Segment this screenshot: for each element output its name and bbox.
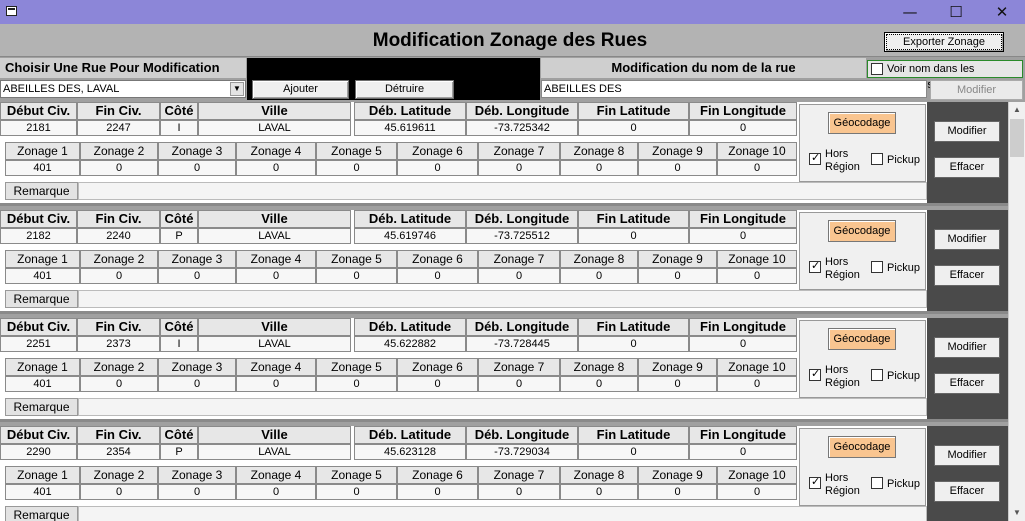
- hors-region-label-2: Région: [825, 161, 860, 173]
- header-cote: Côté: [160, 426, 198, 444]
- action-panel: [927, 102, 1008, 206]
- zone-value-5[interactable]: 0: [316, 268, 397, 284]
- hors-region-label-1: Hors: [825, 472, 849, 484]
- zone-value-6[interactable]: 0: [397, 160, 478, 176]
- zone-header-5: Zonage 5: [316, 250, 397, 268]
- choose-street-header: Choisir Une Rue Pour Modification: [0, 58, 246, 78]
- hors-region-checkbox[interactable]: [809, 369, 821, 381]
- clear-record-button[interactable]: Effacer: [934, 373, 1000, 394]
- zone-value-9[interactable]: 0: [638, 376, 717, 392]
- zone-header-2: Zonage 2: [80, 358, 158, 376]
- header-deb-lon: Déb. Longitude: [466, 210, 578, 228]
- header-fin: Fin Civ.: [77, 210, 160, 228]
- modify-record-button[interactable]: Modifier: [934, 445, 1000, 466]
- delete-button[interactable]: Détruire: [355, 80, 454, 99]
- export-zonage-label: Exporter Zonage: [886, 34, 1002, 50]
- zone-value-10[interactable]: 0: [717, 376, 797, 392]
- zone-value-3[interactable]: 0: [158, 484, 236, 500]
- minimize-button[interactable]: —: [902, 3, 918, 21]
- pickup-label: Pickup: [887, 370, 921, 382]
- zone-value-4[interactable]: 0: [236, 268, 316, 284]
- hors-region-label-1: Hors: [825, 256, 849, 268]
- remark-label: Remarque: [5, 506, 78, 521]
- zone-value-5[interactable]: 0: [316, 484, 397, 500]
- zone-header-7: Zonage 7: [478, 250, 560, 268]
- zone-value-2[interactable]: 0: [80, 268, 158, 284]
- add-button[interactable]: Ajouter: [252, 80, 349, 99]
- vehicle-name-option[interactable]: [867, 60, 1023, 78]
- record-separator: [0, 203, 1008, 206]
- cote-field[interactable]: P: [160, 444, 198, 460]
- page-title: Modification Zonage des Rues: [372, 30, 648, 51]
- zone-header-5: Zonage 5: [316, 358, 397, 376]
- remark-input[interactable]: [78, 290, 927, 308]
- hors-region-checkbox[interactable]: [809, 477, 821, 489]
- pickup-label: Pickup: [887, 478, 921, 490]
- street-segment-record: [0, 426, 1008, 521]
- geocode-button[interactable]: Géocodage: [828, 220, 896, 242]
- header-cote: Côté: [160, 318, 198, 336]
- zone-value-10[interactable]: 0: [717, 268, 797, 284]
- modify-name-button[interactable]: Modifier: [930, 80, 1023, 100]
- zone-header-3: Zonage 3: [158, 142, 236, 160]
- remark-label: Remarque: [5, 398, 78, 416]
- fin-field[interactable]: 2247: [77, 120, 160, 136]
- cote-field[interactable]: I: [160, 336, 198, 352]
- zone-value-8[interactable]: 0: [560, 268, 638, 284]
- header-deb-lat: Déb. Latitude: [354, 426, 466, 444]
- header-deb-lon: Déb. Longitude: [466, 102, 578, 120]
- zone-value-4[interactable]: 0: [236, 160, 316, 176]
- header-ville: Ville: [198, 210, 351, 228]
- street-select-value: ABEILLES DES, LAVAL: [3, 83, 120, 95]
- header-fin-lat: Fin Latitude: [578, 102, 689, 120]
- maximize-button[interactable]: ☐: [949, 3, 963, 21]
- zone-value-7[interactable]: 0: [478, 484, 560, 500]
- zone-header-9: Zonage 9: [638, 142, 717, 160]
- header-deb-lon: Déb. Longitude: [466, 426, 578, 444]
- action-panel: [927, 318, 1008, 422]
- zone-header-6: Zonage 6: [397, 466, 478, 484]
- pickup-label: Pickup: [887, 262, 921, 274]
- zone-value-2[interactable]: 0: [80, 160, 158, 176]
- debut-field[interactable]: 2290: [0, 444, 77, 460]
- action-panel: [927, 426, 1008, 521]
- zone-header-1: Zonage 1: [5, 250, 80, 268]
- zone-value-9[interactable]: 0: [638, 160, 717, 176]
- pickup-checkbox[interactable]: [871, 369, 883, 381]
- header-cote: Côté: [160, 102, 198, 120]
- header-fin-lat: Fin Latitude: [578, 426, 689, 444]
- zone-header-10: Zonage 10: [717, 250, 797, 268]
- header-fin-lon: Fin Longitude: [689, 318, 797, 336]
- scroll-up-icon[interactable]: ▲: [1013, 105, 1021, 114]
- records-list: [0, 102, 1008, 521]
- zone-header-3: Zonage 3: [158, 358, 236, 376]
- cote-field[interactable]: I: [160, 120, 198, 136]
- zone-value-8[interactable]: 0: [560, 376, 638, 392]
- hors-region-label-1: Hors: [825, 364, 849, 376]
- header-debut: Début Civ.: [0, 426, 77, 444]
- export-zonage-button[interactable]: [884, 32, 1004, 52]
- zone-header-8: Zonage 8: [560, 466, 638, 484]
- geocode-button[interactable]: Géocodage: [828, 436, 896, 458]
- record-separator: [0, 311, 1008, 314]
- vertical-scrollbar[interactable]: [1008, 102, 1025, 521]
- header-deb-lat: Déb. Latitude: [354, 318, 466, 336]
- header-fin: Fin Civ.: [77, 426, 160, 444]
- app-icon: [6, 6, 17, 16]
- remark-label: Remarque: [5, 290, 78, 308]
- header-fin-lat: Fin Latitude: [578, 318, 689, 336]
- geocode-panel: [799, 212, 926, 290]
- deb-lat-field[interactable]: 45.619746: [354, 228, 466, 244]
- geocode-button[interactable]: Géocodage: [828, 112, 896, 134]
- ville-field[interactable]: LAVAL: [198, 336, 351, 352]
- zone-value-6[interactable]: 0: [397, 484, 478, 500]
- pickup-checkbox[interactable]: [871, 153, 883, 165]
- zone-header-2: Zonage 2: [80, 466, 158, 484]
- modify-record-button[interactable]: Modifier: [934, 229, 1000, 250]
- zone-header-7: Zonage 7: [478, 466, 560, 484]
- hors-region-checkbox[interactable]: [809, 153, 821, 165]
- fin-lon-field[interactable]: 0: [689, 336, 797, 352]
- fin-field[interactable]: 2373: [77, 336, 160, 352]
- clear-record-button[interactable]: Effacer: [934, 157, 1000, 178]
- fin-lat-field[interactable]: 0: [578, 120, 689, 136]
- hors-region-label-2: Région: [825, 269, 860, 281]
- geocode-panel: [799, 428, 926, 506]
- clear-record-button[interactable]: Effacer: [934, 265, 1000, 286]
- zone-value-4[interactable]: 0: [236, 484, 316, 500]
- debut-field[interactable]: 2251: [0, 336, 77, 352]
- zone-header-8: Zonage 8: [560, 142, 638, 160]
- modify-record-button[interactable]: Modifier: [934, 121, 1000, 142]
- zone-value-6[interactable]: 0: [397, 376, 478, 392]
- fin-lon-field[interactable]: 0: [689, 228, 797, 244]
- street-select[interactable]: [0, 80, 246, 98]
- debut-field[interactable]: 2182: [0, 228, 77, 244]
- zone-value-7[interactable]: 0: [478, 160, 560, 176]
- header-fin-lat: Fin Latitude: [578, 210, 689, 228]
- zone-value-5[interactable]: 0: [316, 376, 397, 392]
- header-fin: Fin Civ.: [77, 318, 160, 336]
- street-segment-record: [0, 318, 1008, 422]
- deb-lon-field[interactable]: -73.725512: [466, 228, 578, 244]
- header-debut: Début Civ.: [0, 318, 77, 336]
- zone-value-8[interactable]: 0: [560, 484, 638, 500]
- zone-header-1: Zonage 1: [5, 358, 80, 376]
- geocode-panel: [799, 320, 926, 398]
- header-deb-lat: Déb. Latitude: [354, 102, 466, 120]
- zone-header-9: Zonage 9: [638, 250, 717, 268]
- vehicle-name-label: Voir nom dans les: [887, 63, 975, 75]
- zone-value-3[interactable]: 0: [158, 160, 236, 176]
- hors-region-label-2: Région: [825, 485, 860, 497]
- chevron-down-icon[interactable]: ▼: [230, 82, 244, 96]
- zone-value-5[interactable]: 0: [316, 160, 397, 176]
- ville-field[interactable]: LAVAL: [198, 120, 351, 136]
- zone-header-6: Zonage 6: [397, 142, 478, 160]
- zone-header-5: Zonage 5: [316, 142, 397, 160]
- deb-lat-field[interactable]: 45.622882: [354, 336, 466, 352]
- debut-field[interactable]: 2181: [0, 120, 77, 136]
- street-name-input[interactable]: ABEILLES DES: [541, 80, 927, 98]
- zone-header-8: Zonage 8: [560, 250, 638, 268]
- zone-header-7: Zonage 7: [478, 358, 560, 376]
- header-cote: Côté: [160, 210, 198, 228]
- street-segment-record: [0, 102, 1008, 206]
- action-panel: [927, 210, 1008, 314]
- zone-header-1: Zonage 1: [5, 142, 80, 160]
- header-fin-lon: Fin Longitude: [689, 210, 797, 228]
- zone-value-10[interactable]: 0: [717, 484, 797, 500]
- hors-region-label-1: Hors: [825, 148, 849, 160]
- deb-lat-field[interactable]: 45.619611: [354, 120, 466, 136]
- scroll-thumb[interactable]: [1010, 119, 1024, 157]
- deb-lat-field[interactable]: 45.623128: [354, 444, 466, 460]
- header-debut: Début Civ.: [0, 102, 77, 120]
- zone-header-3: Zonage 3: [158, 250, 236, 268]
- zone-header-4: Zonage 4: [236, 142, 316, 160]
- header-deb-lon: Déb. Longitude: [466, 318, 578, 336]
- zone-value-2[interactable]: 0: [80, 484, 158, 500]
- modify-record-button[interactable]: Modifier: [934, 337, 1000, 358]
- zone-value-9[interactable]: 0: [638, 484, 717, 500]
- fin-lat-field[interactable]: 0: [578, 336, 689, 352]
- zone-value-7[interactable]: 0: [478, 268, 560, 284]
- fin-field[interactable]: 2354: [77, 444, 160, 460]
- zone-value-8[interactable]: 0: [560, 160, 638, 176]
- zone-header-4: Zonage 4: [236, 466, 316, 484]
- header-fin-lon: Fin Longitude: [689, 102, 797, 120]
- header-deb-lat: Déb. Latitude: [354, 210, 466, 228]
- zone-header-6: Zonage 6: [397, 250, 478, 268]
- zone-header-5: Zonage 5: [316, 466, 397, 484]
- record-separator: [0, 419, 1008, 422]
- hors-region-checkbox[interactable]: [809, 261, 821, 273]
- zone-header-10: Zonage 10: [717, 358, 797, 376]
- header-fin-lon: Fin Longitude: [689, 426, 797, 444]
- header-ville: Ville: [198, 102, 351, 120]
- zone-value-3[interactable]: 0: [158, 376, 236, 392]
- zone-value-6[interactable]: 0: [397, 268, 478, 284]
- remark-input[interactable]: [78, 182, 927, 200]
- zone-value-10[interactable]: 0: [717, 160, 797, 176]
- ville-field[interactable]: LAVAL: [198, 228, 351, 244]
- cote-field[interactable]: P: [160, 228, 198, 244]
- fin-lon-field[interactable]: 0: [689, 120, 797, 136]
- zone-value-1[interactable]: 401: [5, 484, 80, 500]
- title-bar: [0, 0, 1025, 24]
- zone-header-7: Zonage 7: [478, 142, 560, 160]
- remark-label: Remarque: [5, 182, 78, 200]
- zone-value-1[interactable]: 401: [5, 160, 80, 176]
- zone-value-7[interactable]: 0: [478, 376, 560, 392]
- header: [0, 24, 1025, 57]
- zone-header-10: Zonage 10: [717, 466, 797, 484]
- header-ville: Ville: [198, 426, 351, 444]
- geocode-button[interactable]: Géocodage: [828, 328, 896, 350]
- zone-header-6: Zonage 6: [397, 358, 478, 376]
- fin-lat-field[interactable]: 0: [578, 228, 689, 244]
- zone-value-3[interactable]: 0: [158, 268, 236, 284]
- zone-value-1[interactable]: 401: [5, 376, 80, 392]
- deb-lon-field[interactable]: -73.725342: [466, 120, 578, 136]
- fin-lat-field[interactable]: 0: [578, 444, 689, 460]
- zone-header-8: Zonage 8: [560, 358, 638, 376]
- zone-header-2: Zonage 2: [80, 142, 158, 160]
- hors-region-label-2: Région: [825, 377, 860, 389]
- zone-value-1[interactable]: 401: [5, 268, 80, 284]
- pickup-checkbox[interactable]: [871, 261, 883, 273]
- header-ville: Ville: [198, 318, 351, 336]
- ville-field[interactable]: LAVAL: [198, 444, 351, 460]
- remark-input[interactable]: [78, 506, 927, 521]
- clear-record-button[interactable]: Effacer: [934, 481, 1000, 502]
- rename-street-header: Modification du nom de la rue: [541, 58, 866, 78]
- zone-value-9[interactable]: 0: [638, 268, 717, 284]
- zone-header-4: Zonage 4: [236, 358, 316, 376]
- fin-field[interactable]: 2240: [77, 228, 160, 244]
- header-fin: Fin Civ.: [77, 102, 160, 120]
- zone-value-2[interactable]: 0: [80, 376, 158, 392]
- zone-header-3: Zonage 3: [158, 466, 236, 484]
- zone-header-9: Zonage 9: [638, 466, 717, 484]
- zone-header-10: Zonage 10: [717, 142, 797, 160]
- zone-header-4: Zonage 4: [236, 250, 316, 268]
- header-debut: Début Civ.: [0, 210, 77, 228]
- close-button[interactable]: ✕: [995, 3, 1009, 21]
- zone-header-1: Zonage 1: [5, 466, 80, 484]
- remark-input[interactable]: [78, 398, 927, 416]
- zone-value-4[interactable]: 0: [236, 376, 316, 392]
- street-segment-record: [0, 210, 1008, 314]
- deb-lon-field[interactable]: -73.729034: [466, 444, 578, 460]
- fin-lon-field[interactable]: 0: [689, 444, 797, 460]
- zone-header-9: Zonage 9: [638, 358, 717, 376]
- deb-lon-field[interactable]: -73.728445: [466, 336, 578, 352]
- scroll-down-icon[interactable]: ▼: [1013, 508, 1021, 517]
- pickup-checkbox[interactable]: [871, 477, 883, 489]
- zone-header-2: Zonage 2: [80, 250, 158, 268]
- geocode-panel: [799, 104, 926, 182]
- vehicle-name-checkbox[interactable]: [871, 63, 883, 75]
- pickup-label: Pickup: [887, 154, 921, 166]
